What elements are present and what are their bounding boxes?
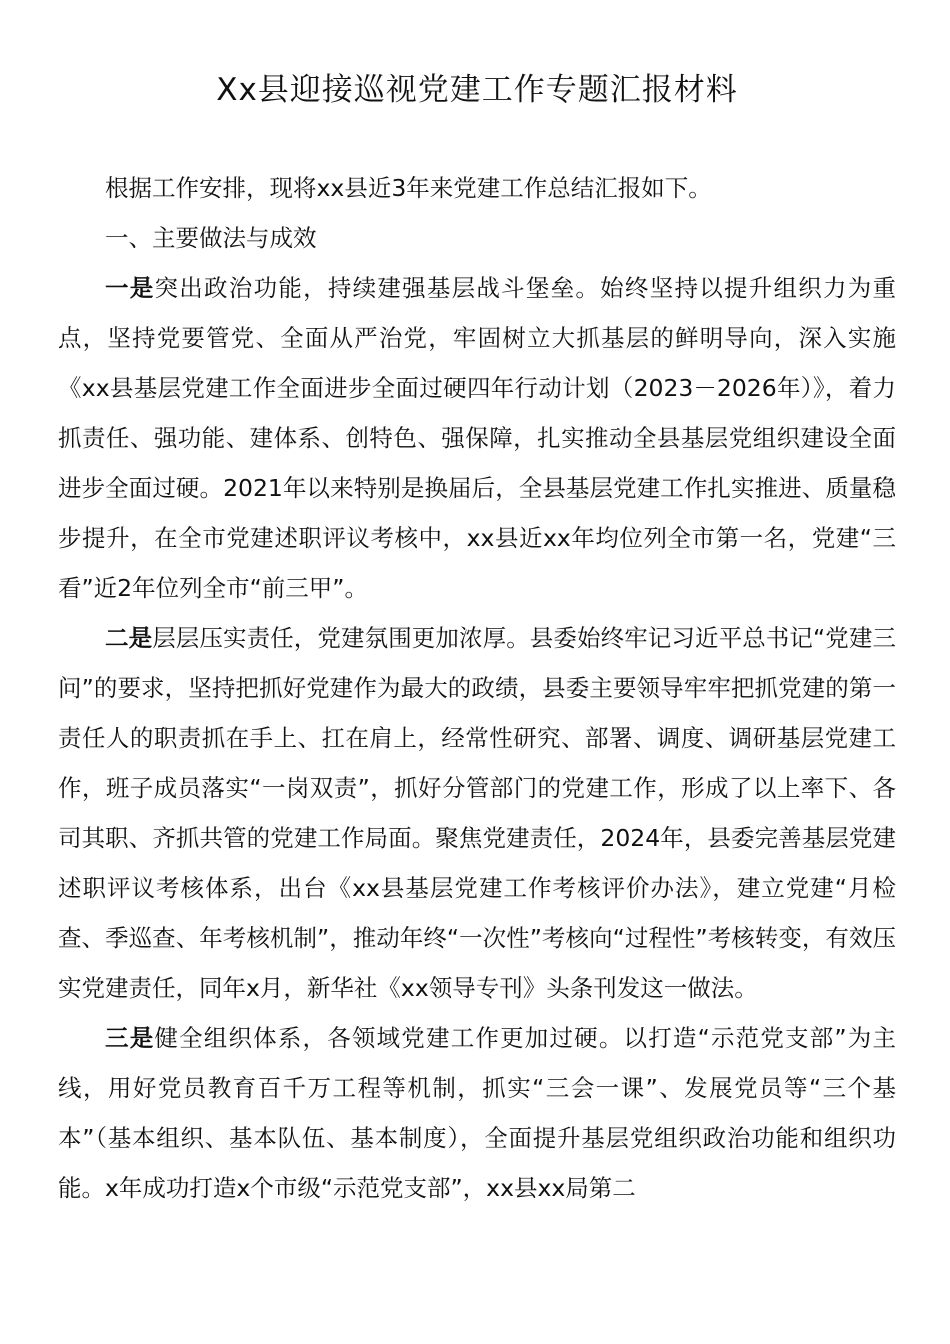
paragraph-1-lead: 一是 — [105, 274, 155, 302]
paragraph-3 — [58, 1013, 896, 1213]
paragraph-3-text: 健全组织体系，各领域党建工作更加过硬。以打造“示范党支部”为主线，用好党员教育百千万工程等机制，抓实“三会一课”、发展党员等“三个基本”（基本组织、基本队伍、基本制度），全面提升基层党组织政治功能和组织功能。x年成功打造x个市级“示范党支部”，xx县xx局第二 — [58, 1024, 896, 1202]
document-title: Xx县迎接巡视党建工作专题汇报材料 — [216, 72, 738, 108]
section-heading: 一、主要做法与成效 — [105, 224, 317, 252]
paragraph-3-lead: 三是 — [105, 1024, 155, 1052]
document-body — [58, 163, 896, 1213]
paragraph-1 — [58, 263, 896, 613]
paragraph-1-text: 突出政治功能，持续建强基层战斗堡垒。始终坚持以提升组织力为重点，坚持党要管党、全面从严治党，牢固树立大抓基层的鲜明导向，深入实施《xx县基层党建工作全面进步全面过硬四年行动计划（2023－2026年）》，着力抓责任、强功能、建体系、创特色、强保障，扎实推动全县基层党组织建设全面进步全面过硬。2021年以来特别是换届后，全县基层党建工作扎实推进、质量稳步提升，在全市党建述职评议考核中，xx县近xx年均位列全市第一名，党建“三看”近2年位列全市“前三甲”。 — [58, 274, 897, 602]
intro-paragraph: 根据工作安排，现将xx县近3年来党建工作总结汇报如下。 — [105, 174, 712, 202]
paragraph-2-lead: 二是 — [105, 624, 153, 652]
paragraph-2 — [58, 613, 896, 1013]
paragraph-2-text: 层层压实责任，党建氛围更加浓厚。县委始终牢记习近平总书记“党建三问”的要求，坚持把抓好党建作为最大的政绩，县委主要领导牢牢把抓党建的第一责任人的职责抓在手上、扛在肩上，经常性研究、部署、调度、调研基层党建工作，班子成员落实“一岗双责”，抓好分管部门的党建工作，形成了以上率下、各司其职、齐抓共管的党建工作局面。聚焦党建责任，2024年，县委完善基层党建述职评议考核体系，出台《xx县基层党建工作考核评价办法》，建立党建“月检查、季巡查、年考核机制”，推动年终“一次性”考核向“过程性”考核转变，有效压实党建责任，同年x月，新华社《xx领导专刊》头条刊发这一做法。 — [58, 624, 896, 1002]
